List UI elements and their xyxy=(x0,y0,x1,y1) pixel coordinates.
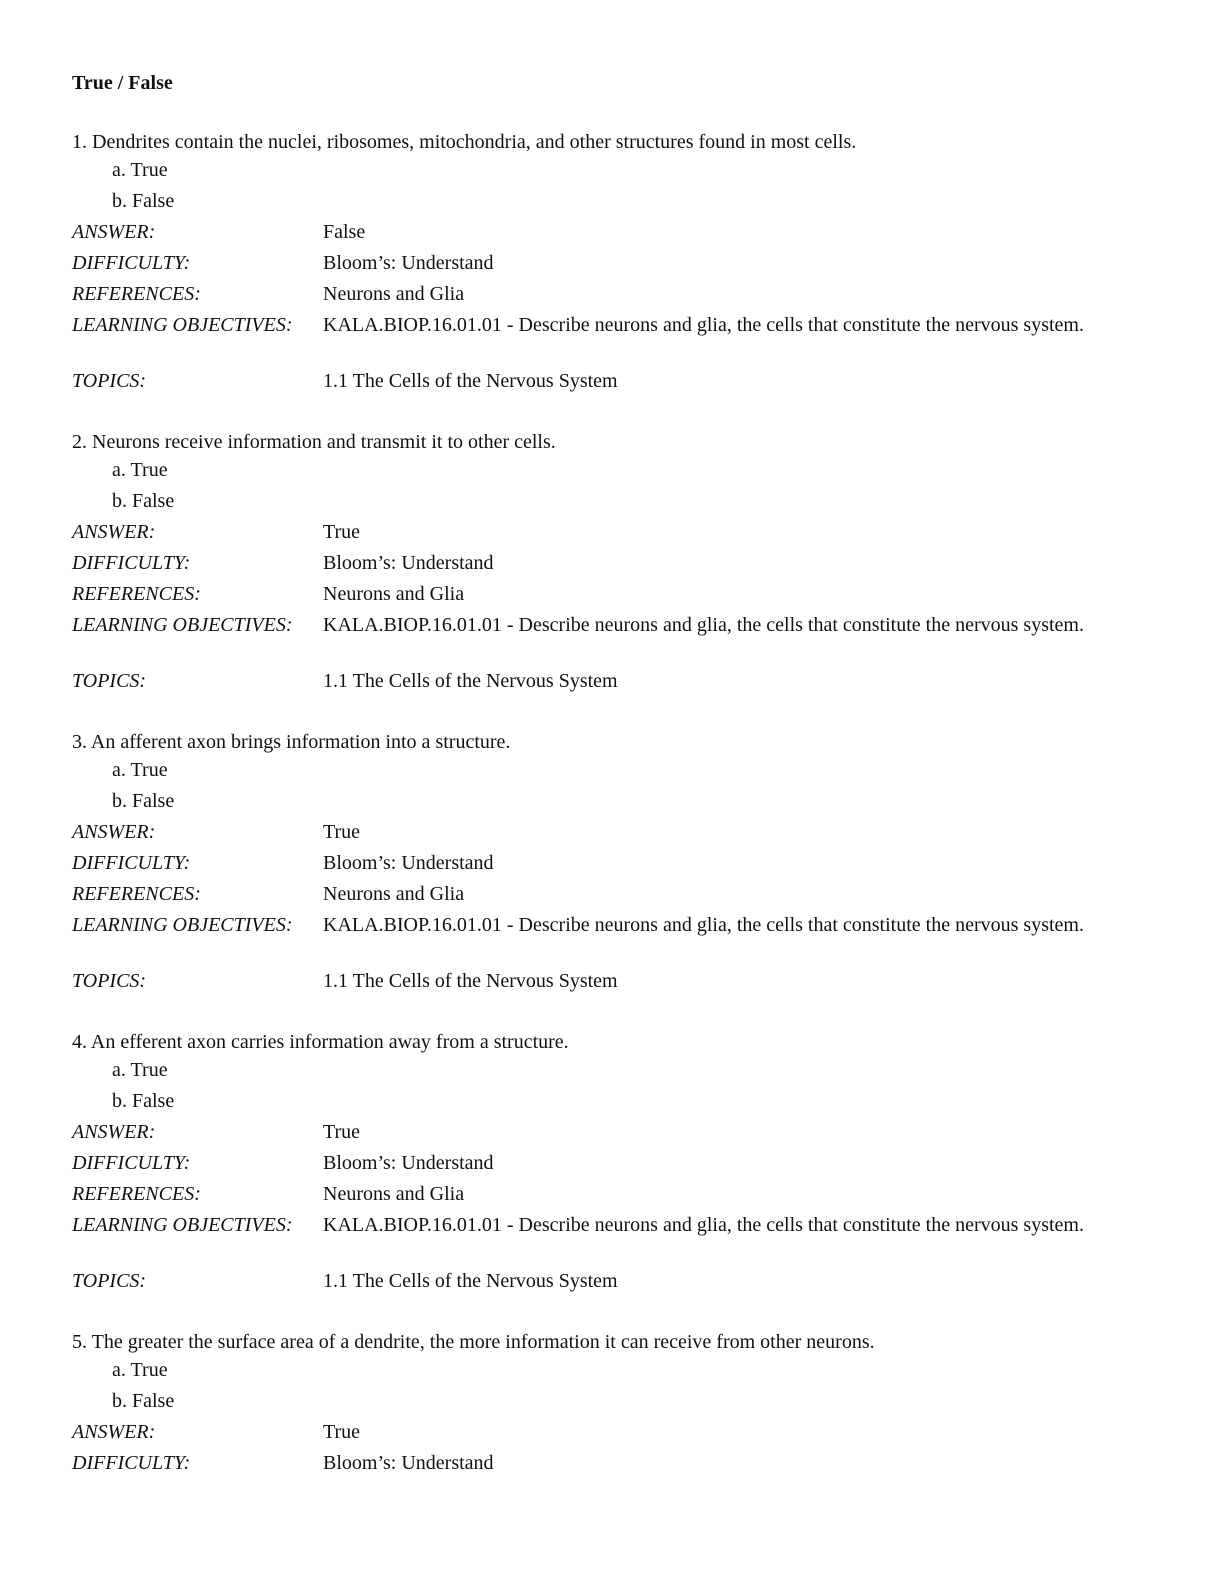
references-row xyxy=(72,581,1162,612)
choice-false: b. False xyxy=(112,1390,175,1412)
question-item xyxy=(72,1029,1162,1299)
question-item xyxy=(72,729,1162,999)
learning-objectives-row xyxy=(72,1212,1162,1268)
learning-objectives-label: LEARNING OBJECTIVES: xyxy=(72,914,293,936)
difficulty-value: Bloom’s: Understand xyxy=(323,852,494,874)
question-stem: 3. An afferent axon brings information into a structure. xyxy=(72,731,511,753)
difficulty-label: DIFFICULTY: xyxy=(72,852,191,874)
difficulty-row xyxy=(72,1450,1162,1481)
topics-label: TOPICS: xyxy=(72,1270,147,1292)
difficulty-label: DIFFICULTY: xyxy=(72,1452,191,1474)
references-value: Neurons and Glia xyxy=(323,883,465,905)
answer-label: ANSWER: xyxy=(72,521,156,543)
answer-value: True xyxy=(323,521,361,543)
question-stem: 5. The greater the surface area of a dendrite, the more information it can receive from other neurons. xyxy=(72,1331,875,1353)
question-item xyxy=(72,429,1162,699)
learning-objectives-label: LEARNING OBJECTIVES: xyxy=(72,1214,293,1236)
learning-objectives-value: KALA.BIOP.16.01.01 - Describe neurons and glia, the cells that constitute the nervous system. xyxy=(323,314,1084,336)
answer-label: ANSWER: xyxy=(72,1121,156,1143)
answer-row xyxy=(72,219,1162,250)
difficulty-row xyxy=(72,850,1162,881)
answer-row xyxy=(72,819,1162,850)
question-stem: 2. Neurons receive information and transmit it to other cells. xyxy=(72,431,556,453)
topics-row xyxy=(72,668,1162,699)
topics-row xyxy=(72,368,1162,399)
question-item xyxy=(72,1329,1162,1481)
learning-objectives-row xyxy=(72,312,1162,368)
topics-value: 1.1 The Cells of the Nervous System xyxy=(323,1270,618,1292)
learning-objectives-value: KALA.BIOP.16.01.01 - Describe neurons and glia, the cells that constitute the nervous system. xyxy=(323,1214,1084,1236)
choice-false: b. False xyxy=(112,190,175,212)
choice-false: b. False xyxy=(112,1090,175,1112)
references-value: Neurons and Glia xyxy=(323,583,465,605)
difficulty-row xyxy=(72,250,1162,281)
references-label: REFERENCES: xyxy=(72,1183,201,1205)
answer-value: True xyxy=(323,821,361,843)
choice-true: a. True xyxy=(112,759,168,781)
section-title: True / False xyxy=(72,72,173,94)
learning-objectives-label: LEARNING OBJECTIVES: xyxy=(72,314,293,336)
learning-objectives-row xyxy=(72,912,1162,968)
choice-true: a. True xyxy=(112,1359,168,1381)
choice-false: b. False xyxy=(112,490,175,512)
topics-value: 1.1 The Cells of the Nervous System xyxy=(323,370,618,392)
learning-objectives-row xyxy=(72,612,1162,668)
difficulty-value: Bloom’s: Understand xyxy=(323,1452,494,1474)
references-label: REFERENCES: xyxy=(72,883,201,905)
references-value: Neurons and Glia xyxy=(323,283,465,305)
references-row xyxy=(72,1181,1162,1212)
answer-label: ANSWER: xyxy=(72,1421,156,1443)
learning-objectives-value: KALA.BIOP.16.01.01 - Describe neurons and glia, the cells that constitute the nervous system. xyxy=(323,914,1084,936)
references-label: REFERENCES: xyxy=(72,583,201,605)
topics-row xyxy=(72,968,1162,999)
answer-row xyxy=(72,1419,1162,1450)
answer-value: True xyxy=(323,1421,361,1443)
learning-objectives-value: KALA.BIOP.16.01.01 - Describe neurons and glia, the cells that constitute the nervous system. xyxy=(323,614,1084,636)
difficulty-label: DIFFICULTY: xyxy=(72,1152,191,1174)
difficulty-row xyxy=(72,1150,1162,1181)
choice-true: a. True xyxy=(112,159,168,181)
learning-objectives-label: LEARNING OBJECTIVES: xyxy=(72,614,293,636)
references-row xyxy=(72,281,1162,312)
answer-row xyxy=(72,519,1162,550)
choice-false: b. False xyxy=(112,790,175,812)
answer-label: ANSWER: xyxy=(72,221,156,243)
question-item xyxy=(72,129,1162,399)
references-value: Neurons and Glia xyxy=(323,1183,465,1205)
difficulty-row xyxy=(72,550,1162,581)
answer-label: ANSWER: xyxy=(72,821,156,843)
question-stem: 4. An efferent axon carries information away from a structure. xyxy=(72,1031,569,1053)
difficulty-value: Bloom’s: Understand xyxy=(323,552,494,574)
topics-row xyxy=(72,1268,1162,1299)
difficulty-label: DIFFICULTY: xyxy=(72,552,191,574)
topics-label: TOPICS: xyxy=(72,370,147,392)
references-label: REFERENCES: xyxy=(72,283,201,305)
question-stem: 1. Dendrites contain the nuclei, ribosomes, mitochondria, and other structures found in most cells. xyxy=(72,131,857,153)
choice-true: a. True xyxy=(112,1059,168,1081)
difficulty-value: Bloom’s: Understand xyxy=(323,252,494,274)
difficulty-value: Bloom’s: Understand xyxy=(323,1152,494,1174)
topics-label: TOPICS: xyxy=(72,970,147,992)
answer-value: False xyxy=(323,221,366,243)
answer-row xyxy=(72,1119,1162,1150)
choice-true: a. True xyxy=(112,459,168,481)
references-row xyxy=(72,881,1162,912)
topics-value: 1.1 The Cells of the Nervous System xyxy=(323,970,618,992)
difficulty-label: DIFFICULTY: xyxy=(72,252,191,274)
topics-label: TOPICS: xyxy=(72,670,147,692)
topics-value: 1.1 The Cells of the Nervous System xyxy=(323,670,618,692)
document-page xyxy=(72,70,1162,1511)
answer-value: True xyxy=(323,1121,361,1143)
